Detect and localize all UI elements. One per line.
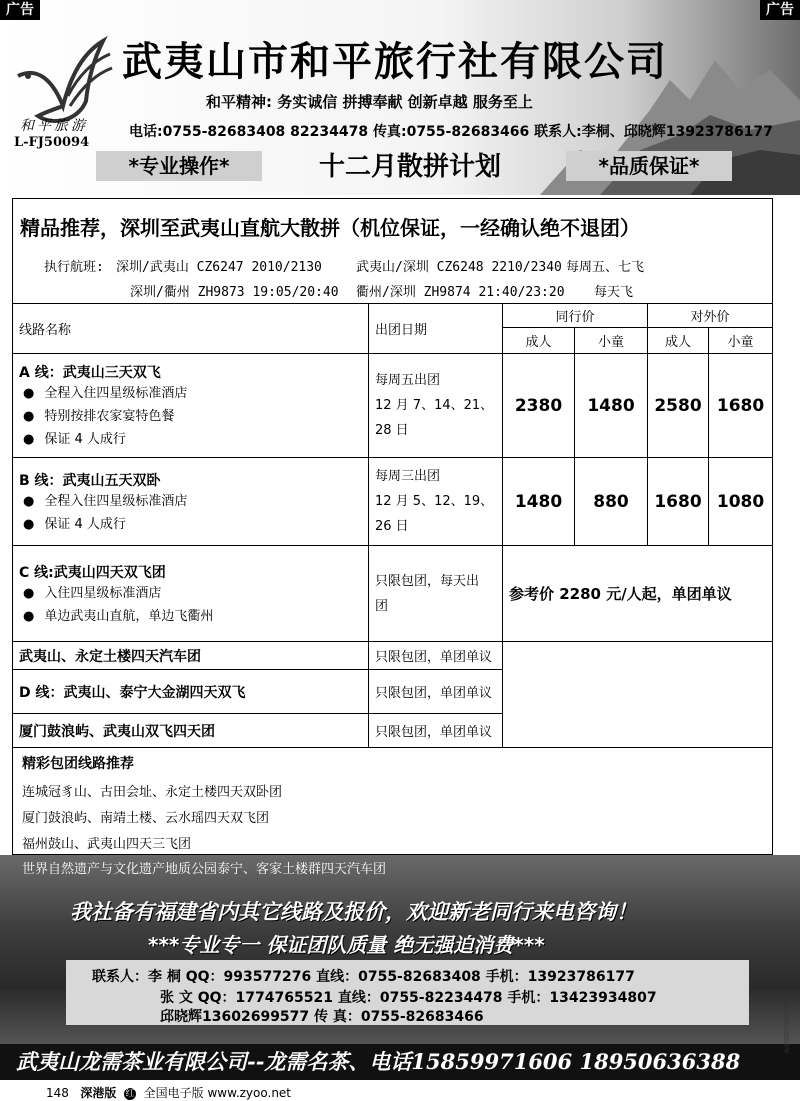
price-peer-adult: 2380 bbox=[503, 354, 575, 458]
route-feature: ● 全程入住四星级标准酒店 bbox=[23, 382, 362, 405]
price-peer-adult: 1480 bbox=[503, 458, 575, 546]
date-line: 12 月 5、12、19、 bbox=[375, 494, 494, 509]
col-header-peer-child: 小童 bbox=[575, 328, 648, 354]
date-line: 26 日 bbox=[375, 519, 409, 534]
table-row bbox=[13, 670, 773, 714]
flight-row2-out: 深圳/衢州 ZH9873 19:05/20:40 bbox=[130, 285, 339, 300]
flight-row1-out: 深圳/武夷山 CZ6247 2010/2130 bbox=[116, 260, 322, 275]
col-header-route: 线路名称 bbox=[13, 304, 369, 354]
date-cell bbox=[369, 546, 503, 642]
price-public-child: 1680 bbox=[709, 354, 773, 458]
tag-quality: *品质保证* bbox=[566, 151, 732, 181]
route-table bbox=[12, 303, 773, 748]
package-section-title: 精彩包团线路推荐 bbox=[22, 756, 134, 772]
date-cell: 只限包团，单团单议 bbox=[369, 670, 503, 714]
side-note: 此广告图片仅供参考 bbox=[782, 1000, 789, 1054]
route-name: A 线：武夷山三天双飞 bbox=[19, 365, 161, 381]
route-feature: ● 单边武夷山直航，单边飞衢州 bbox=[23, 605, 362, 628]
route-feature: ● 保证 4 人成行 bbox=[23, 513, 362, 536]
headline: 精品推荐，深圳至武夷山直航大散拼（机位保证，一经确认绝不退团） bbox=[20, 216, 640, 240]
empty-price-cell bbox=[503, 670, 773, 714]
route-name: B 线：武夷山五天双卧 bbox=[19, 472, 161, 489]
col-header-date: 出团日期 bbox=[369, 304, 503, 354]
empty-price-cell bbox=[503, 642, 773, 670]
date-line: 只限包团，每天出 bbox=[375, 573, 480, 589]
date-line: 12 月 7、14、21、 bbox=[375, 398, 494, 413]
table-row bbox=[13, 642, 773, 670]
flight-row1-return: 武夷山/深圳 CZ6248 2210/2340 bbox=[356, 260, 562, 275]
route-name: 武夷山、永定土楼四天汽车团 bbox=[13, 642, 369, 670]
website: 全国电子版 www.zyoo.net bbox=[143, 1086, 292, 1100]
tea-company-banner: 武夷山龙需茶业有限公司--龙需名茶、电话15859971606 18950636388 bbox=[0, 1044, 800, 1080]
route-feature: ● 保证 4 人成行 bbox=[23, 428, 362, 451]
table-row bbox=[13, 714, 773, 748]
flight-row2-frequency: 每天飞 bbox=[594, 285, 634, 300]
ad-tag-right: 广告 bbox=[760, 0, 800, 20]
col-header-peer-price: 同行价 bbox=[503, 304, 648, 328]
page-footer bbox=[46, 1084, 291, 1101]
ad-tag-left: 广告 bbox=[0, 0, 40, 20]
empty-price-cell bbox=[503, 714, 773, 748]
magazine-logo-icon: 红 bbox=[125, 1088, 135, 1099]
table-row bbox=[13, 458, 773, 546]
package-item: 世界自然遗产与文化遗产地质公园泰宁、客家土楼群四天汽车团 bbox=[22, 862, 387, 877]
price-public-child: 1080 bbox=[709, 458, 773, 546]
col-header-peer-adult: 成人 bbox=[503, 328, 575, 354]
logo-motto: 和平旅游 bbox=[20, 118, 88, 134]
company-name: 武夷山市和平旅行社有限公司 bbox=[122, 38, 668, 85]
route-name: 厦门鼓浪屿、武夷山双飞四天团 bbox=[13, 714, 369, 748]
route-feature: ● 特别按排农家宴特色餐 bbox=[23, 405, 362, 428]
header-contact-line: 电话:0755-82683408 82234478 传真:0755-82683466 联系人:李桐、邱晓辉13923786177 bbox=[129, 124, 773, 140]
contact-row-3: 邱晓辉13602699577 传 真：0755-82683466 bbox=[160, 1009, 484, 1025]
promo-line-2: ***专业专一 保证团队质量 绝无强迫消费*** bbox=[148, 933, 545, 957]
date-line: 28 日 bbox=[375, 423, 409, 438]
col-header-public-price: 对外价 bbox=[648, 304, 773, 328]
page-number: 148 bbox=[46, 1086, 69, 1100]
spirit-label: 和平精神: bbox=[206, 93, 272, 111]
route-cell bbox=[13, 546, 369, 642]
reference-price: 参考价 2280 元/人起，单团单议 bbox=[503, 546, 773, 642]
contact-row-1: 联系人：李 桐 QQ：993577276 直线：0755-82683408 手机：13923786177 bbox=[92, 969, 635, 985]
package-item: 连城冠豸山、古田会址、永定土楼四天双卧团 bbox=[22, 785, 283, 800]
route-cell bbox=[13, 354, 369, 458]
flight-row2-return: 衢州/深圳 ZH9874 21:40/23:20 bbox=[356, 285, 565, 300]
price-public-adult: 2580 bbox=[648, 354, 709, 458]
flight-row1-frequency: 每周五、七飞 bbox=[566, 260, 645, 275]
license-number: L-FJ50094 bbox=[14, 135, 90, 150]
package-item: 福州鼓山、武夷山四天三飞团 bbox=[22, 837, 192, 852]
col-header-public-child: 小童 bbox=[709, 328, 773, 354]
edition-label: 深港版 bbox=[80, 1086, 117, 1100]
date-cell bbox=[369, 354, 503, 458]
tag-professional: *专业操作* bbox=[96, 151, 262, 181]
spirit-values: 务实诚信 拼搏奉献 创新卓越 服务至上 bbox=[277, 93, 533, 111]
company-spirit bbox=[206, 91, 533, 112]
date-line: 团 bbox=[375, 598, 389, 614]
date-cell: 只限包团，单团单议 bbox=[369, 714, 503, 748]
price-public-adult: 1680 bbox=[648, 458, 709, 546]
flight-label: 执行航班: bbox=[44, 260, 104, 275]
table-row bbox=[13, 354, 773, 458]
plan-title: 十二月散拼计划 bbox=[318, 152, 501, 182]
price-peer-child: 1480 bbox=[575, 354, 648, 458]
route-name: D 线：武夷山、泰宁大金湖四天双飞 bbox=[13, 670, 369, 714]
col-header-public-adult: 成人 bbox=[648, 328, 709, 354]
contact-row-2: 张 文 QQ：1774765521 直线：0755-82234478 手机：13423934807 bbox=[160, 990, 657, 1006]
route-feature: ● 入住四星级标准酒店 bbox=[23, 582, 362, 605]
route-name: C 线:武夷山四天双飞团 bbox=[19, 564, 166, 581]
date-cell bbox=[369, 458, 503, 546]
route-feature: ● 全程入住四星级标准酒店 bbox=[23, 490, 362, 513]
date-line: 每周三出团 bbox=[375, 469, 441, 484]
route-cell bbox=[13, 458, 369, 546]
table-row bbox=[13, 546, 773, 642]
price-peer-child: 880 bbox=[575, 458, 648, 546]
date-cell: 只限包团，单团单议 bbox=[369, 642, 503, 670]
promo-line-1: 我社备有福建省内其它线路及报价，欢迎新老同行来电咨询！ bbox=[70, 900, 637, 924]
package-item: 厦门鼓浪屿、南靖土楼、云水瑶四天双飞团 bbox=[22, 811, 270, 826]
date-line: 每周五出团 bbox=[375, 373, 441, 388]
